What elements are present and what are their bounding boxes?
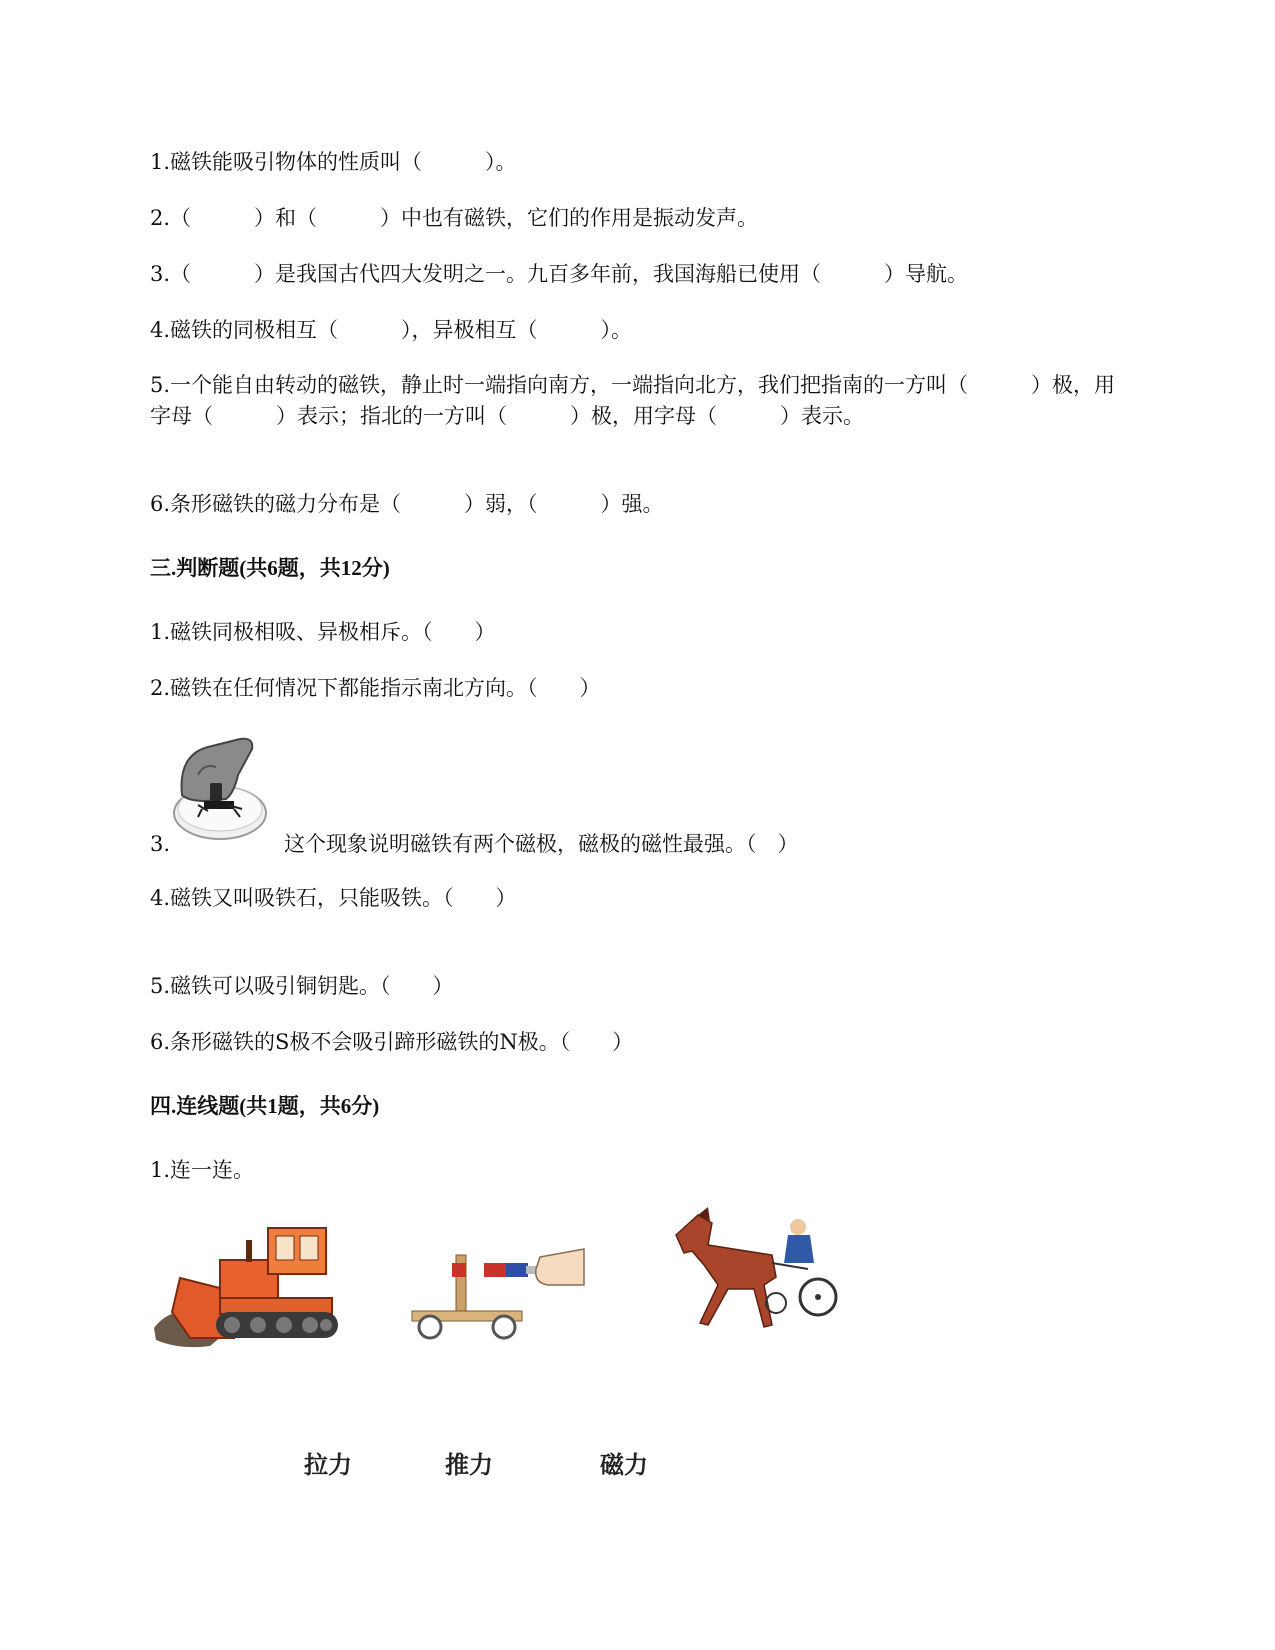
magnet-car-image [408,1245,588,1345]
label-magnetic: 磁力 [600,1451,648,1479]
label-push: 推力 [445,1451,493,1479]
judge-item-2: 2.磁铁在任何情况下都能指示南北方向。（ ） [150,676,601,700]
fill-item-6: 6.条形磁铁的磁力分布是（ ）弱，（ ）强。 [150,492,664,516]
horse-cart-image [668,1205,838,1345]
label-pull: 拉力 [304,1451,352,1479]
bulldozer-image [150,1220,345,1370]
judge-item-6: 6.条形磁铁的S极不会吸引蹄形磁铁的N极。（ ） [150,1030,634,1054]
section-judge-heading: 三.判断题(共6题，共12分) [150,556,390,580]
fill-item-5: 5.一个能自由转动的磁铁，静止时一端指向南方，一端指向北方，我们把指南的一方叫（ ）极，用字母（ ）表示；指北的一方叫（ ）极，用字母（ ）表示。 [150,373,1116,428]
fill-item-4: 4.磁铁的同极相互（ ），异极相互（ ）。 [150,318,633,342]
connect-question: 1.连一连。 [150,1158,255,1182]
fill-item-1: 1.磁铁能吸引物体的性质叫（ ）。 [150,150,517,174]
judge-item-4: 4.磁铁又叫吸铁石，只能吸铁。（ ） [150,886,517,910]
fill-item-2: 2.（ ）和（ ）中也有磁铁，它们的作用是振动发声。 [150,206,759,230]
section-connect-heading: 四.连线题(共1题，共6分) [150,1094,380,1118]
judge-item-3-text: 这个现象说明磁铁有两个磁极，磁极的磁性最强。（ ） [284,832,799,856]
judge-item-3-number: 3. [150,832,171,856]
judge-item-1: 1.磁铁同极相吸、异极相斥。（ ） [150,620,496,644]
magnet-pins-image [168,735,276,843]
fill-item-3: 3.（ ）是我国古代四大发明之一。九百多年前，我国海船已使用（ ）导航。 [150,262,969,286]
judge-item-5: 5.磁铁可以吸引铜钥匙。（ ） [150,974,454,998]
